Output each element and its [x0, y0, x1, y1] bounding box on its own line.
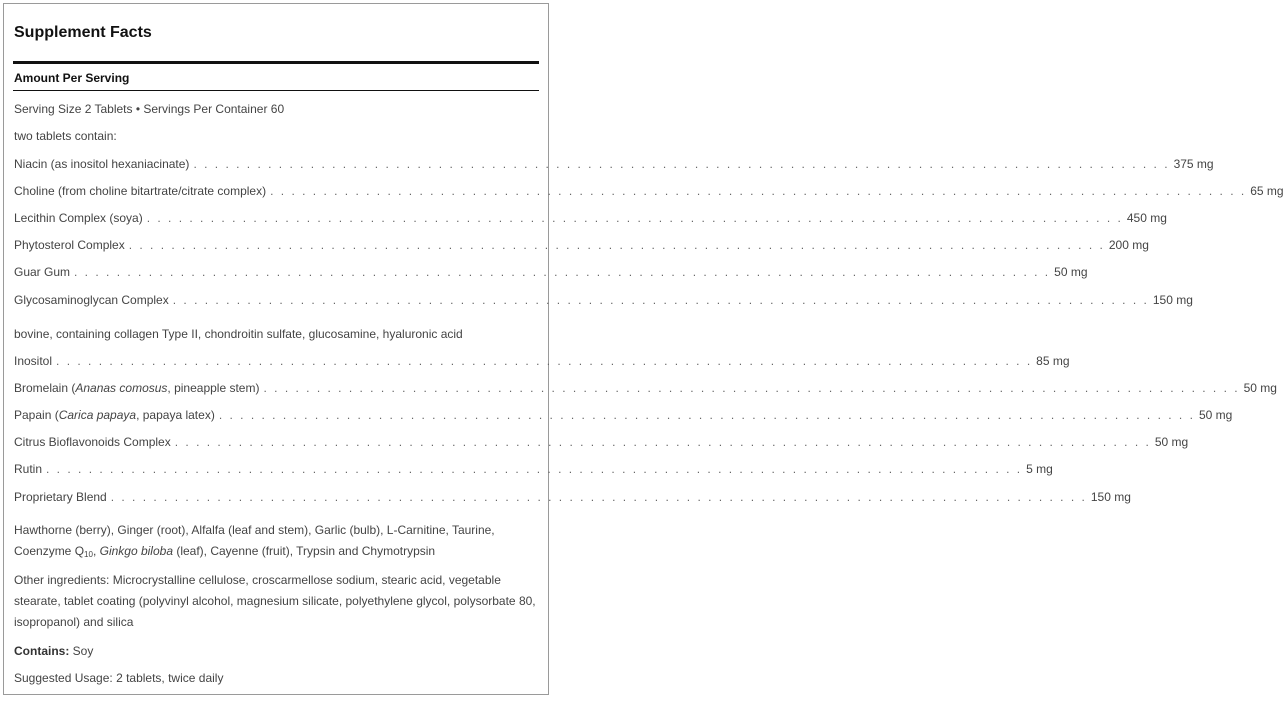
dot-leader: . . . . . . . . . . . . . . . . . . . . . . . . . . . . . . . . . . . . . . . . . . . . . . . . . . . . . . . . . . . . . . . . . . . . . . . . . . . . . . . . . . . . . . . . . . . .	[174, 435, 1151, 449]
nutrient-row	[14, 238, 1149, 254]
dot-leader: . . . . . . . . . . . . . . . . . . . . . . . . . . . . . . . . . . . . . . . . . . . . . . . . . . . . . . . . . . . . . . . . . . . . . . . . . . . . . . . . . . . . . . . . . . . .	[46, 462, 1023, 476]
nutrient-name: Phytosterol Complex	[14, 238, 125, 252]
nutrient-row	[14, 408, 1233, 424]
name-text: Papain (	[14, 408, 59, 422]
nutrient-amount: 65 mg	[1250, 184, 1284, 198]
dot-leader: . . . . . . . . . . . . . . . . . . . . . . . . . . . . . . . . . . . . . . . . . . . . . . . . . . . . . . . . . . . . . . . . . . . . . . . . . . . . . . . . . . . . . . . . . . . .	[172, 293, 1149, 307]
nutrient-name: Choline (from choline bitartrate/citrate complex)	[14, 184, 267, 198]
nutrient-row	[14, 265, 1088, 281]
nutrient-name: Niacin (as inositol hexaniacinate)	[14, 157, 190, 171]
nutrient-name: Proprietary Blend	[14, 490, 107, 504]
nutrient-amount: 85 mg	[1036, 354, 1070, 368]
name-text: Bromelain (	[14, 381, 76, 395]
contains-value: Soy	[69, 644, 94, 658]
nutrient-amount: 200 mg	[1108, 238, 1149, 252]
dot-leader: . . . . . . . . . . . . . . . . . . . . . . . . . . . . . . . . . . . . . . . . . . . . . . . . . . . . . . . . . . . . . . . . . . . . . . . . . . . . . . . . . . . . . . . . . . . .	[218, 408, 1195, 422]
nutrient-amount: 150 mg	[1152, 293, 1193, 307]
dot-leader: . . . . . . . . . . . . . . . . . . . . . . . . . . . . . . . . . . . . . . . . . . . . . . . . . . . . . . . . . . . . . . . . . . . . . . . . . . . . . . . . . . . . . . . . . . . .	[74, 265, 1051, 279]
subscript: 10	[84, 550, 93, 559]
blend-text: Hawthorne (berry), Ginger (root), Alfalfa (leaf and stem), Garlic (bulb), L-Carnitine, Taurine, Coenzyme Q	[14, 523, 495, 558]
thick-divider	[13, 61, 539, 64]
nutrient-name: Guar Gum	[14, 265, 71, 279]
blend-text: ,	[92, 544, 100, 558]
suggested-usage: Suggested Usage: 2 tablets, twice daily	[14, 671, 224, 685]
contains-label: Contains:	[14, 644, 70, 658]
nutrient-amount: 50 mg	[1243, 381, 1277, 395]
nutrient-name: Inositol	[14, 354, 53, 368]
amount-per-serving-heading: Amount Per Serving	[14, 71, 130, 85]
supplement-facts-panel	[3, 3, 1284, 695]
proprietary-blend-ingredients	[14, 520, 538, 565]
nutrient-name: Rutin	[14, 462, 43, 476]
nutrient-amount: 150 mg	[1090, 490, 1131, 504]
latin-name: Carica papaya	[58, 408, 137, 422]
serving-size-line: Serving Size 2 Tablets • Servings Per Container 60	[14, 102, 285, 116]
nutrient-amount: 5 mg	[1026, 462, 1053, 476]
nutrient-row	[14, 184, 1284, 200]
nutrient-row	[14, 381, 1277, 397]
dot-leader: . . . . . . . . . . . . . . . . . . . . . . . . . . . . . . . . . . . . . . . . . . . . . . . . . . . . . . . . . . . . . . . . . . . . . . . . . . . . . . . . . . . . . . . . . . . .	[263, 381, 1240, 395]
other-ingredients: Other ingredients: Microcrystalline cellulose, croscarmellose sodium, stearic acid, vegetable stearate, tablet coating (polyvinyl alcohol, magnesium silicate, polyethylene glycol, polysorbate 80, isopropanol) and silica	[14, 573, 536, 629]
nutrient-row	[14, 354, 1070, 370]
contains-line	[14, 643, 538, 659]
nutrient-amount: 50 mg	[1154, 435, 1189, 449]
nutrient-amount: 450 mg	[1126, 211, 1167, 225]
nutrient-row	[14, 462, 1053, 478]
dot-leader: . . . . . . . . . . . . . . . . . . . . . . . . . . . . . . . . . . . . . . . . . . . . . . . . . . . . . . . . . . . . . . . . . . . . . . . . . . . . . . . . . . . . . . . . . . . .	[146, 211, 1123, 225]
blend-text: (leaf), Cayenne (fruit), Trypsin and Chymotrypsin	[173, 544, 436, 558]
name-text: , papaya latex)	[136, 408, 215, 422]
nutrient-row	[14, 435, 1189, 451]
dot-leader: . . . . . . . . . . . . . . . . . . . . . . . . . . . . . . . . . . . . . . . . . . . . . . . . . . . . . . . . . . . . . . . . . . . . . . . . . . . . . . . . . . . . . . . . . . . .	[270, 184, 1247, 198]
nutrient-row	[14, 490, 1131, 506]
nutrient-name	[14, 381, 259, 395]
nutrient-amount: 375 mg	[1173, 157, 1214, 171]
dot-leader: . . . . . . . . . . . . . . . . . . . . . . . . . . . . . . . . . . . . . . . . . . . . . . . . . . . . . . . . . . . . . . . . . . . . . . . . . . . . . . . . . . . . . . . . . . . .	[193, 157, 1170, 171]
dot-leader: . . . . . . . . . . . . . . . . . . . . . . . . . . . . . . . . . . . . . . . . . . . . . . . . . . . . . . . . . . . . . . . . . . . . . . . . . . . . . . . . . . . . . . . . . . . .	[110, 490, 1087, 504]
dot-leader: . . . . . . . . . . . . . . . . . . . . . . . . . . . . . . . . . . . . . . . . . . . . . . . . . . . . . . . . . . . . . . . . . . . . . . . . . . . . . . . . . . . . . . . . . . . .	[56, 354, 1033, 368]
contain-line: two tablets contain:	[14, 129, 117, 143]
nutrient-row	[14, 211, 1167, 227]
nutrient-row	[14, 157, 1214, 173]
nutrient-name: Citrus Bioflavonoids Complex	[14, 435, 171, 449]
thin-divider	[13, 90, 539, 91]
nutrient-name	[14, 408, 215, 422]
nutrient-name: Lecithin Complex (soya)	[14, 211, 143, 225]
nutrient-amount: 50 mg	[1198, 408, 1233, 422]
latin-name: Ginkgo biloba	[99, 544, 173, 558]
nutrient-amount: 50 mg	[1054, 265, 1088, 279]
panel-title: Supplement Facts	[14, 24, 152, 41]
latin-name: Ananas comosus	[75, 381, 168, 395]
name-text: , pineapple stem)	[167, 381, 260, 395]
dot-leader: . . . . . . . . . . . . . . . . . . . . . . . . . . . . . . . . . . . . . . . . . . . . . . . . . . . . . . . . . . . . . . . . . . . . . . . . . . . . . . . . . . . . . . . . . . . .	[128, 238, 1105, 252]
nutrient-name: Glycosaminoglycan Complex	[14, 293, 169, 307]
glycosaminoglycan-note: bovine, containing collagen Type II, chondroitin sulfate, glucosamine, hyaluronic acid	[14, 327, 463, 341]
nutrient-row	[14, 293, 1193, 309]
